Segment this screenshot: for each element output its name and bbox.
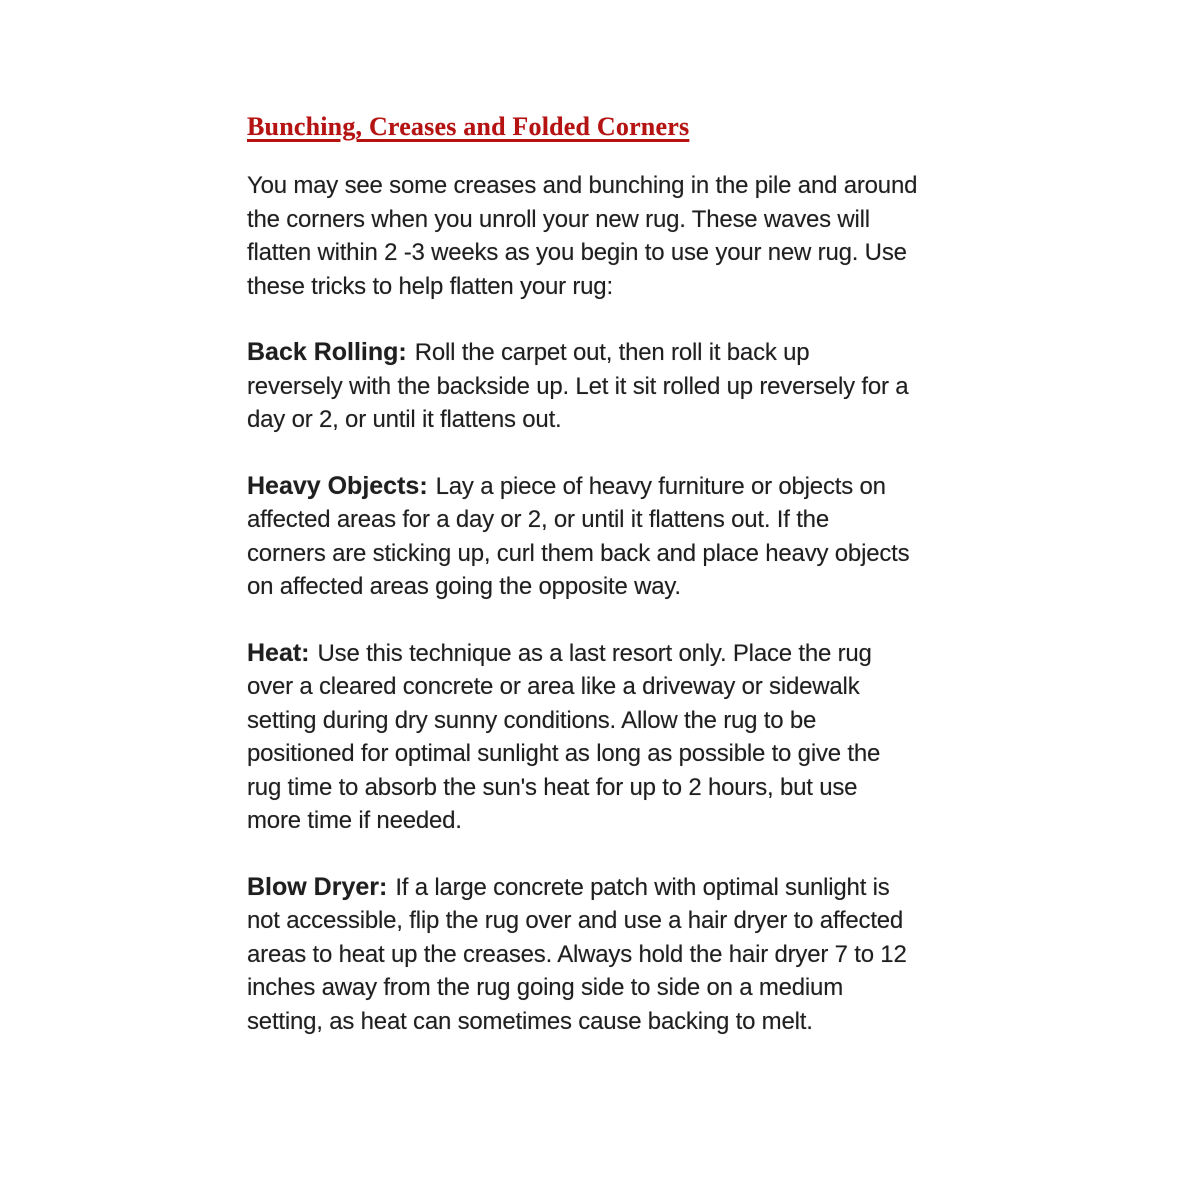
document-body — [247, 169, 1007, 1038]
text-line: affected areas for a day or 2, or until it flattens out. If the — [247, 506, 829, 533]
paragraph — [247, 470, 1007, 604]
text-line: the corners when you unroll your new rug. These waves will — [247, 205, 870, 233]
text-line: on affected areas going the opposite way. — [247, 573, 681, 600]
document-heading: Bunching, Creases and Folded Corners — [247, 112, 690, 141]
text-line: setting during dry sunny conditions. Allow the rug to be — [247, 706, 817, 734]
text-line: not accessible, flip the rug over and use a hair dryer to affected — [247, 907, 904, 934]
text-line: reversely with the backside up. Let it sit rolled up reversely for a — [247, 372, 909, 400]
paragraph-text: Roll the carpet out, then roll it back up — [414, 339, 810, 366]
paragraph — [247, 871, 1007, 1039]
text-line — [247, 470, 1007, 504]
paragraph-text: Lay a piece of heavy furniture or objects on — [435, 472, 886, 500]
paragraph-text: If a large concrete patch with optimal sunlight is — [395, 873, 890, 901]
text-line: over a cleared concrete or area like a driveway or sidewalk — [247, 673, 860, 700]
text-line: these tricks to help flatten your rug: — [247, 272, 613, 300]
paragraph-label: Back Rolling: — [247, 338, 407, 366]
text-line: more time if needed. — [247, 807, 462, 834]
paragraph — [247, 169, 1007, 303]
paragraph-label: Heavy Objects: — [247, 471, 428, 500]
text-line: You may see some creases and bunching in the pile and around — [247, 172, 918, 199]
text-line — [247, 336, 1007, 370]
text-line: areas to heat up the creases. Always hold the hair dryer 7 to 12 — [247, 940, 907, 968]
text-line — [247, 871, 1007, 905]
paragraph — [247, 637, 1007, 838]
paragraph-label: Heat: — [247, 638, 310, 667]
paragraph-text: Use this technique as a last resort only. Place the rug — [317, 639, 872, 667]
text-line — [247, 637, 1007, 671]
text-line: flatten within 2 -3 weeks as you begin to use your new rug. Use — [247, 239, 907, 266]
document-content — [247, 112, 1007, 1071]
text-line: inches away from the rug going side to side on a medium — [247, 974, 843, 1001]
paragraph-label: Blow Dryer: — [247, 872, 388, 901]
paragraph — [247, 336, 1007, 437]
text-line: positioned for optimal sunlight as long as possible to give the — [247, 740, 881, 767]
text-line: rug time to absorb the sun's heat for up to 2 hours, but use — [247, 773, 858, 801]
text-line: day or 2, or until it flattens out. — [247, 406, 562, 433]
text-line: corners are sticking up, curl them back and place heavy objects — [247, 539, 910, 567]
text-line: setting, as heat can sometimes cause backing to melt. — [247, 1007, 813, 1035]
